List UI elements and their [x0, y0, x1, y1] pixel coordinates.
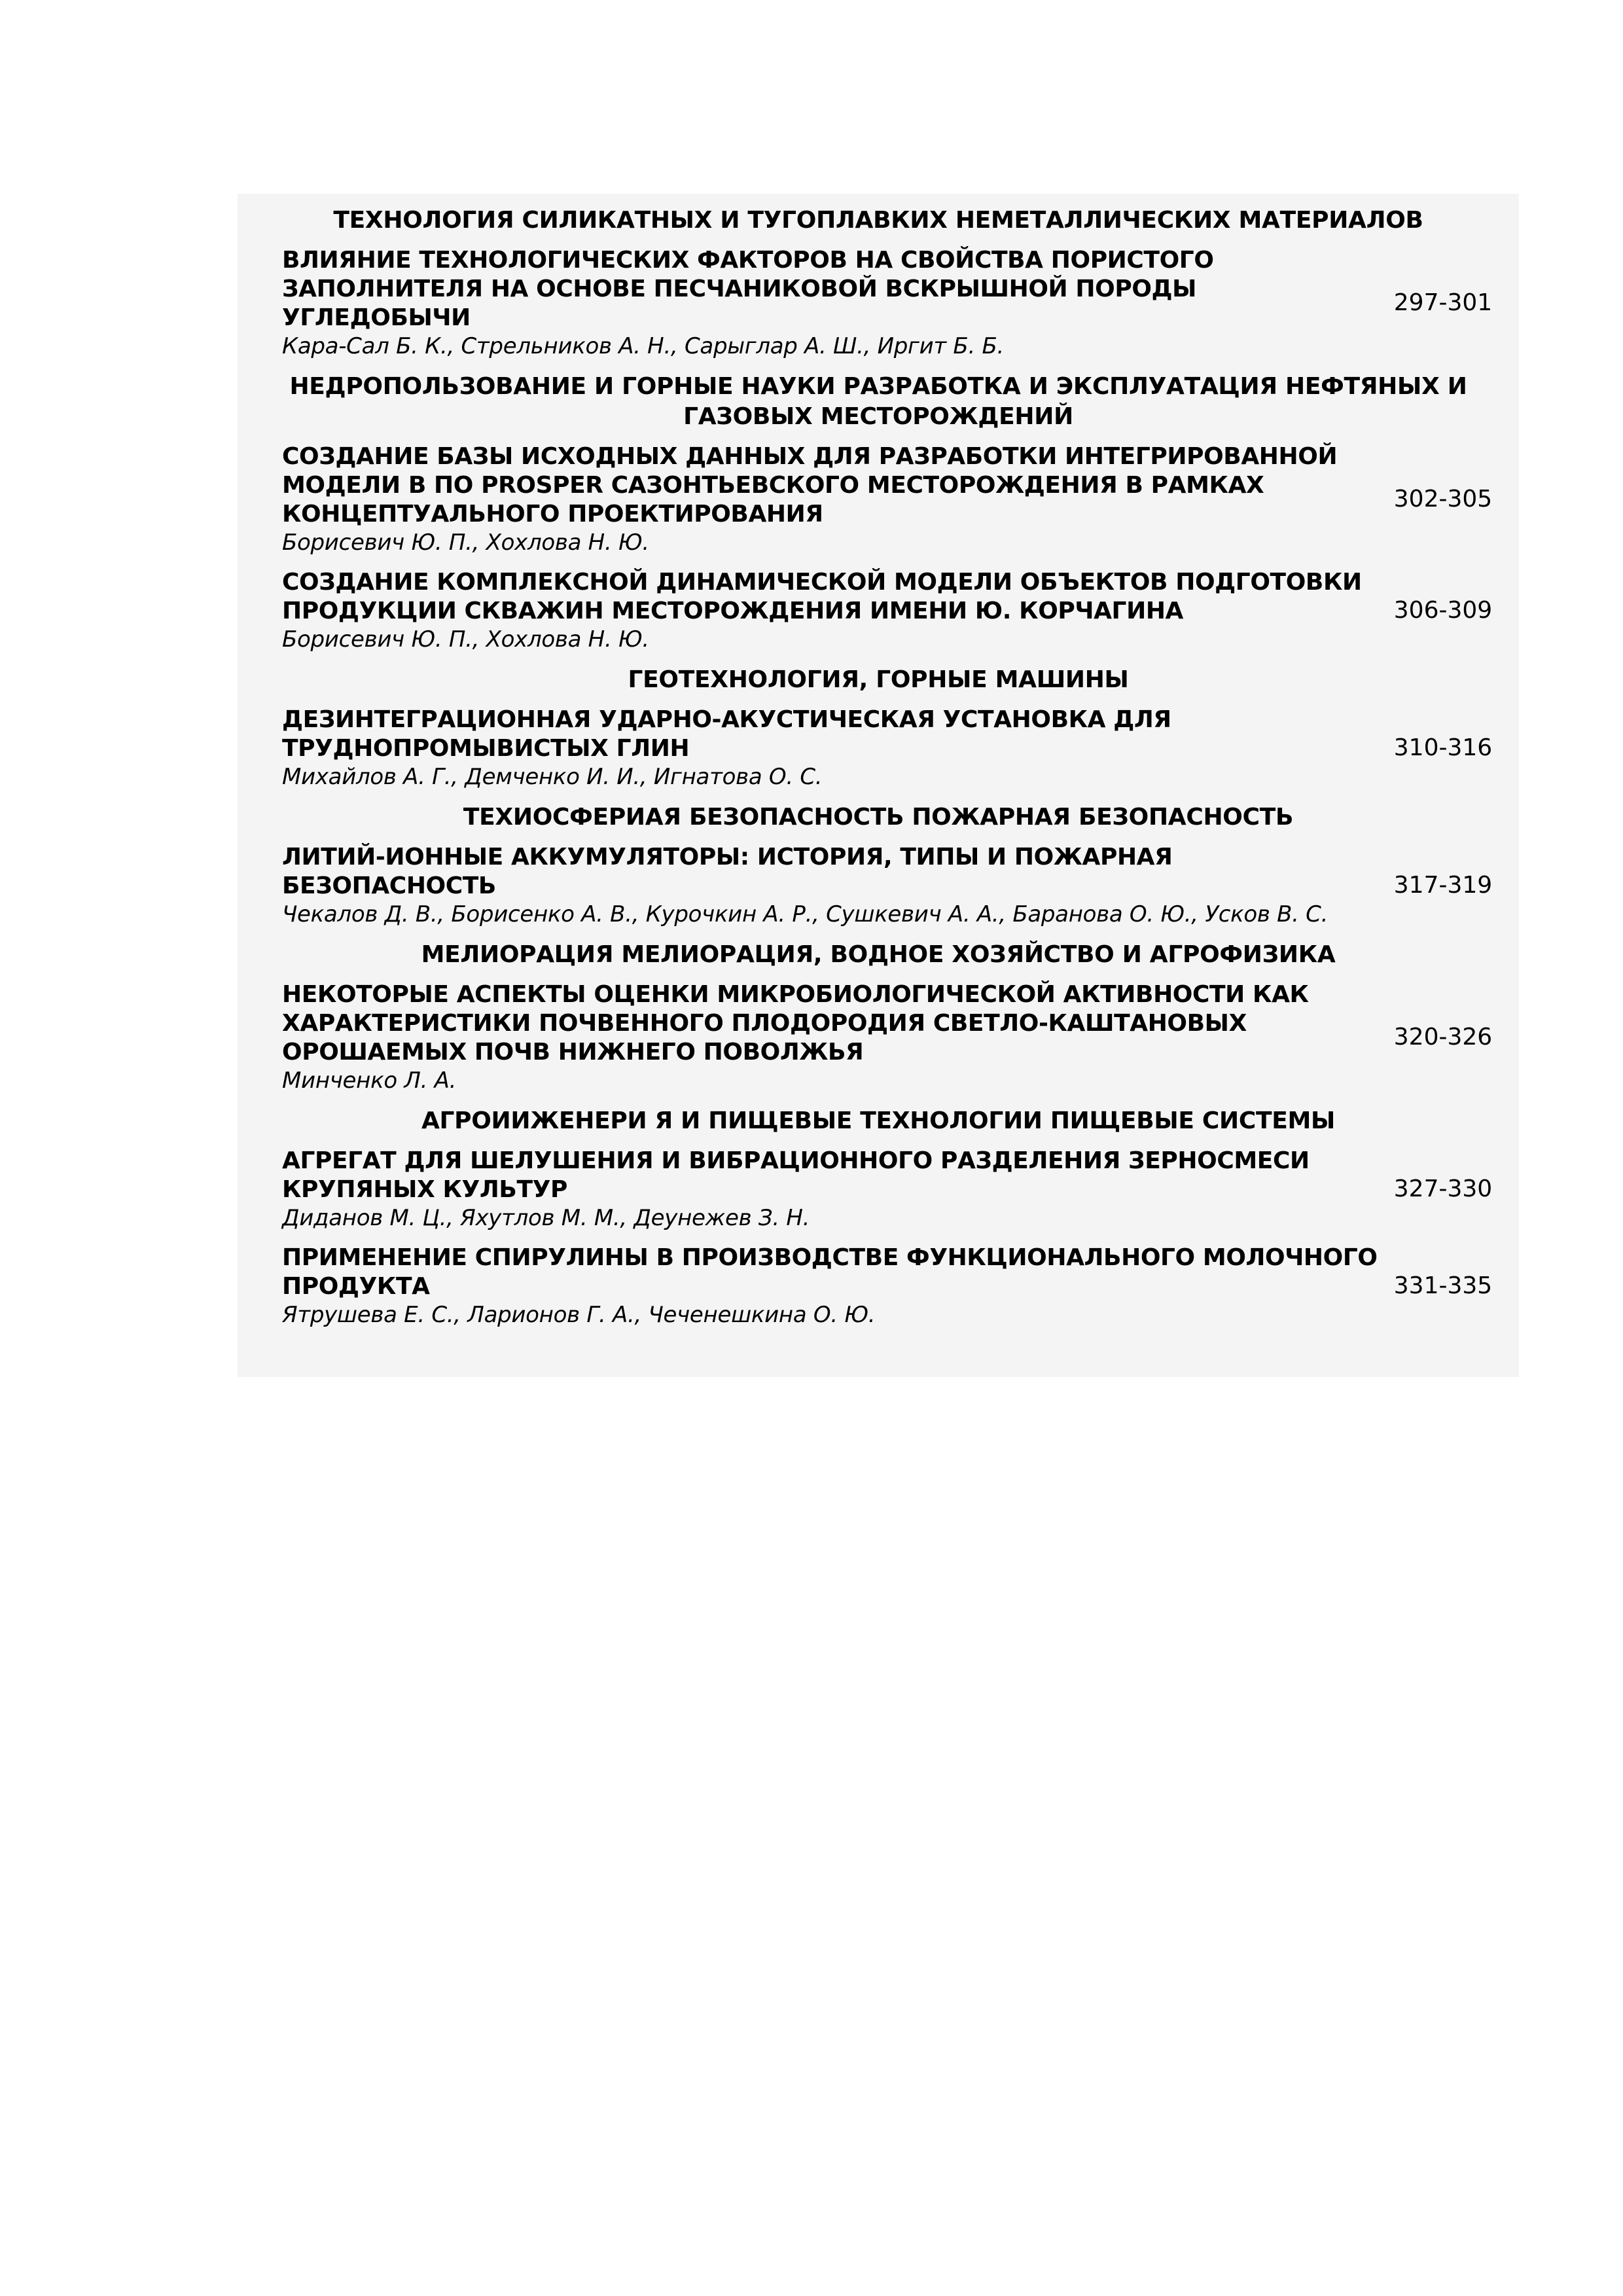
article-authors: Ятрушева Е. С., Ларионов Г. А., Чеченешкина О. Ю.: [282, 1302, 876, 1328]
entry-text: [282, 706, 1382, 791]
article-title: НЕКОТОРЫЕ АСПЕКТЫ ОЦЕНКИ МИКРОБИОЛОГИЧЕСКОЙ АКТИВНОСТИ КАК ХАРАКТЕРИСТИКИ ПОЧВЕННОГО ПЛОДОРОДИЯ СВЕТЛО-КАШТАНОВЫХ ОРОШАЕМЫХ ПОЧВ НИЖНЕГО ПОВОЛЖЬЯ: [282, 981, 1309, 1066]
page-range: 320-326: [1393, 1024, 1493, 1050]
entry-text: [282, 568, 1382, 653]
article-title: ВЛИЯНИЕ ТЕХНОЛОГИЧЕСКИХ ФАКТОРОВ НА СВОЙСТВА ПОРИСТОГО ЗАПОЛНИТЕЛЯ НА ОСНОВЕ ПЕСЧАНИКОВОЙ ВСКРЫШНОЙ ПОРОДЫ УГЛЕДОБЫЧИ: [282, 247, 1214, 331]
toc-entry[interactable]: [238, 1244, 1519, 1329]
toc-entry[interactable]: [238, 706, 1519, 791]
page-range: 331-335: [1393, 1272, 1493, 1299]
article-authors: Чекалов Д. В., Борисенко А. В., Курочкин А. Р., Сушкевич А. А., Баранова О. Ю., Усков В. С.: [282, 901, 1329, 927]
toc-entry[interactable]: [238, 568, 1519, 653]
toc-section: [238, 940, 1519, 1094]
toc-entry[interactable]: [238, 442, 1519, 556]
page-range: 297-301: [1393, 289, 1493, 316]
section-heading: ГЕОТЕХНОЛОГИЯ, ГОРНЫЕ МАШИНЫ: [628, 666, 1129, 693]
toc-entry[interactable]: [238, 843, 1519, 928]
page-range: 302-305: [1393, 486, 1493, 512]
article-title: ЛИТИЙ-ИОННЫЕ АККУМУЛЯТОРЫ: ИСТОРИЯ, ТИПЫ И ПОЖАРНАЯ БЕЗОПАСНОСТЬ: [282, 844, 1173, 899]
article-title: ДЕЗИНТЕГРАЦИОННАЯ УДАРНО-АКУСТИЧЕСКАЯ УСТАНОВКА ДЛЯ ТРУДНОПРОМЫВИСТЫХ ГЛИН: [282, 706, 1171, 762]
entry-text: [282, 246, 1382, 360]
entry-text: [282, 442, 1382, 556]
section-heading: ТЕХНОЛОГИЯ СИЛИКАТНЫХ И ТУГОПЛАВКИХ НЕМЕТАЛЛИЧЕСКИХ МАТЕРИАЛОВ: [333, 207, 1423, 234]
page-range: 310-316: [1393, 734, 1493, 761]
toc-section: [238, 1106, 1519, 1329]
section-heading: ТЕХИОСФЕРИАЯ БЕЗОПАСНОСТЬ ПОЖАРНАЯ БЕЗОПАСНОСТЬ: [463, 804, 1294, 831]
page-range: 327-330: [1393, 1175, 1493, 1202]
article-title: АГРЕГАТ ДЛЯ ШЕЛУШЕНИЯ И ВИБРАЦИОННОГО РАЗДЕЛЕНИЯ ЗЕРНОСМЕСИ КРУПЯНЫХ КУЛЬТУР: [282, 1147, 1310, 1203]
page-range: 306-309: [1393, 597, 1493, 624]
entry-text: [282, 1244, 1382, 1329]
toc-entry[interactable]: [238, 980, 1519, 1094]
article-authors: Михайлов А. Г., Демченко И. И., Игнатова О. С.: [282, 764, 823, 790]
section-heading: НЕДРОПОЛЬЗОВАНИЕ И ГОРНЫЕ НАУКИ РАЗРАБОТКА И ЭКСПЛУАТАЦИЯ НЕФТЯНЫХ И ГАЗОВЫХ МЕСТОРОЖДЕНИЙ: [289, 373, 1467, 430]
article-title: СОЗДАНИЕ БАЗЫ ИСХОДНЫХ ДАННЫХ ДЛЯ РАЗРАБОТКИ ИНТЕГРИРОВАННОЙ МОДЕЛИ В ПО PROSPER САЗОНТЬЕВСКОГО МЕСТОРОЖДЕНИЯ В РАМКАХ КОНЦЕПТУАЛЬНОГО ПРОЕКТИРОВАНИЯ: [282, 443, 1338, 528]
toc-section: [238, 802, 1519, 928]
toc-section: [238, 206, 1519, 360]
toc-entry[interactable]: [238, 1147, 1519, 1232]
entry-text: [282, 1147, 1382, 1232]
entry-text: [282, 980, 1382, 1094]
toc-section: [238, 665, 1519, 791]
article-authors: Борисевич Ю. П., Хохлова Н. Ю.: [282, 529, 649, 556]
article-authors: Кара-Сал Б. К., Стрельников А. Н., Сарыглар А. Ш., Иргит Б. Б.: [282, 333, 1005, 359]
toc-section: [238, 372, 1519, 653]
page-range: 317-319: [1393, 872, 1493, 899]
toc-entry[interactable]: [238, 246, 1519, 360]
table-of-contents: [238, 194, 1519, 1377]
section-heading: АГРОИИЖЕНЕРИ Я И ПИЩЕВЫЕ ТЕХНОЛОГИИ ПИЩЕВЫЕ СИСТЕМЫ: [421, 1107, 1336, 1134]
article-authors: Диданов М. Ц., Яхутлов М. М., Деунежев З. Н.: [282, 1205, 810, 1231]
article-authors: Минченко Л. А.: [282, 1067, 457, 1094]
article-authors: Борисевич Ю. П., Хохлова Н. Ю.: [282, 626, 649, 653]
article-title: ПРИМЕНЕНИЕ СПИРУЛИНЫ В ПРОИЗВОДСТВЕ ФУНКЦИОНАЛЬНОГО МОЛОЧНОГО ПРОДУКТА: [282, 1244, 1378, 1300]
article-title: СОЗДАНИЕ КОМПЛЕКСНОЙ ДИНАМИЧЕСКОЙ МОДЕЛИ ОБЪЕКТОВ ПОДГОТОВКИ ПРОДУКЦИИ СКВАЖИН МЕСТОРОЖДЕНИЯ ИМЕНИ Ю. КОРЧАГИНА: [282, 569, 1362, 624]
section-heading: МЕЛИОРАЦИЯ МЕЛИОРАЦИЯ, ВОДНОЕ ХОЗЯЙСТВО И АГРОФИЗИКА: [421, 941, 1336, 968]
entry-text: [282, 843, 1382, 928]
